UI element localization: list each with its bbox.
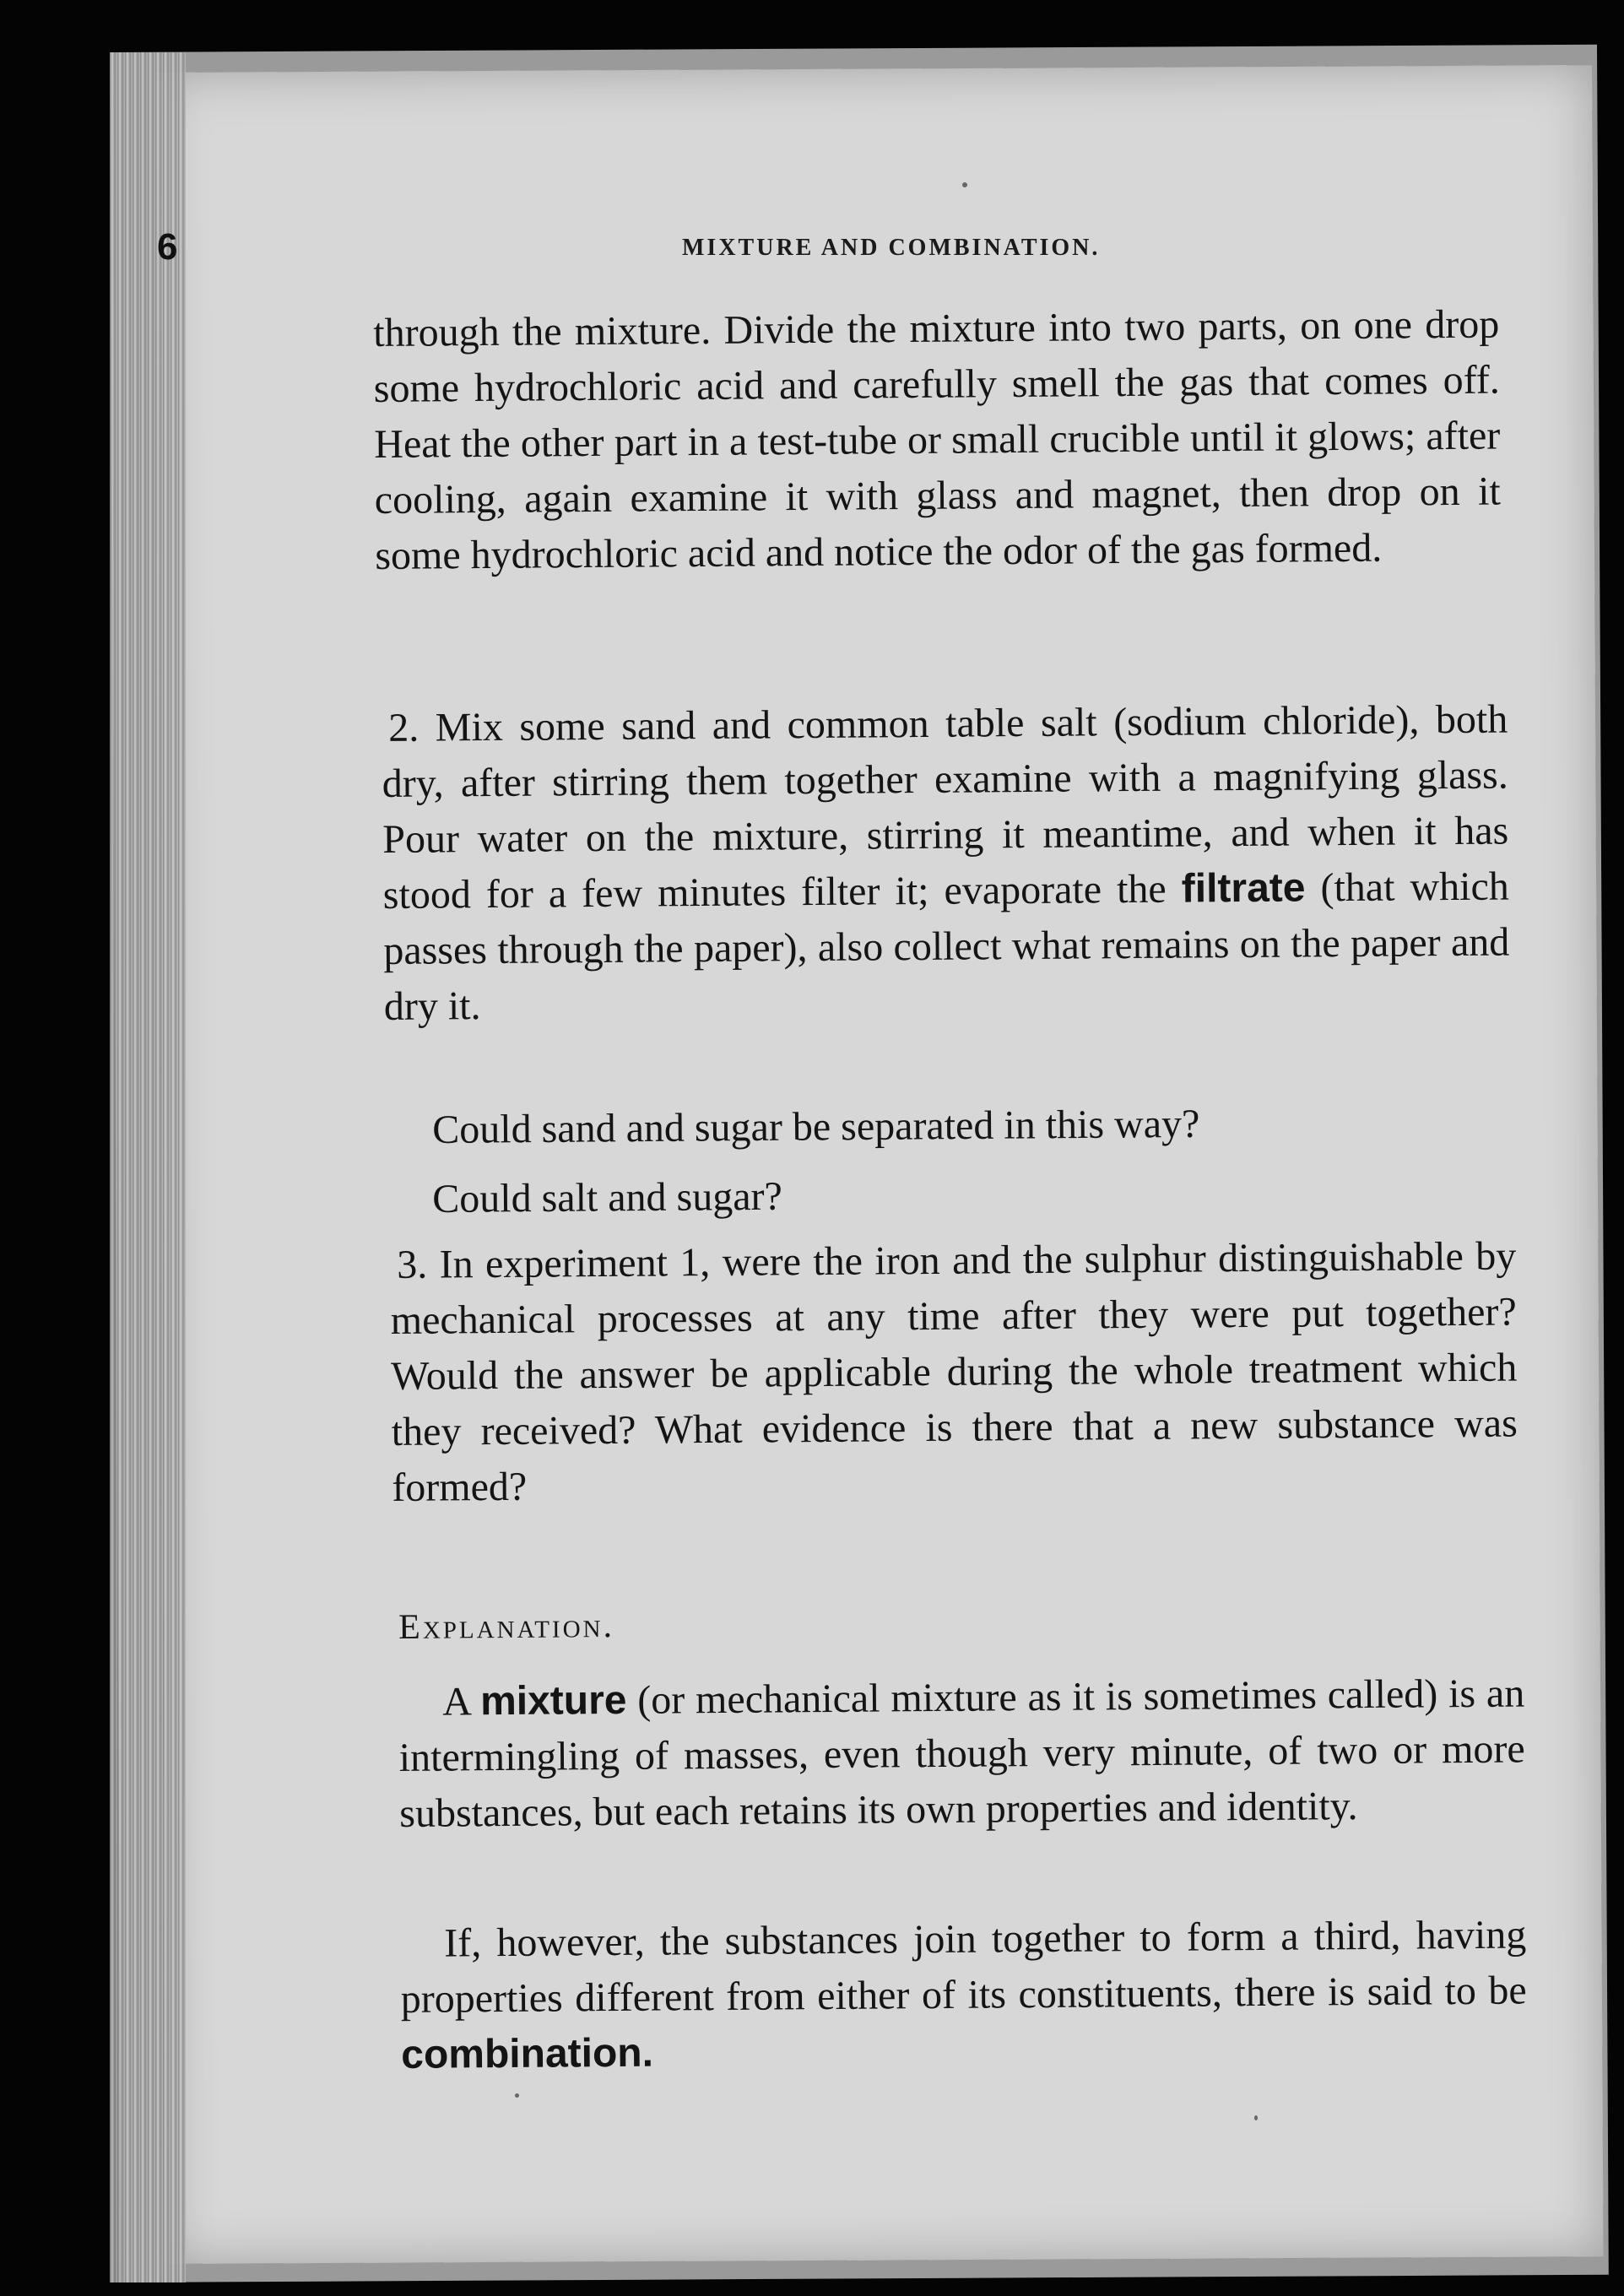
question-salt-sugar: Could salt and sugar? bbox=[432, 1173, 783, 1221]
experiment-2-text: 2. Mix some sand and common table salt (sodium chloride), both dry, after stirring them together examine with a magnifying glass. Pour water on the mixture, stirring it meantime, and when it has stood for a few minutes filter it; evaporate the bbox=[382, 696, 1509, 918]
paper-speck bbox=[1254, 2115, 1258, 2120]
paper-speck bbox=[515, 2093, 519, 2098]
page-number: 6 bbox=[157, 226, 178, 268]
paragraph-continued: through the mixture. Divide the mixture into two parts, on one drop some hydrochloric acid and carefully smell the gas that comes off. Heat the other part in a test-tube or small crucible until it glows; after cooling, again examine it with glass and magnet, then drop on it some hydrochloric acid and notice the odor of the gas formed. bbox=[373, 301, 1501, 578]
term-filtrate: filtrate bbox=[1181, 865, 1306, 912]
paragraph-combination-definition bbox=[400, 1908, 1528, 2083]
explanation-heading: Explanation. bbox=[398, 1606, 615, 1647]
term-combination: combination. bbox=[401, 2030, 654, 2077]
mixture-text-cont: (or mechanical mixture as it is sometimes called) is an intermingling of masses, even though very minute, of two or more substances, but each retains its own properties and identity. bbox=[398, 1671, 1525, 1836]
term-mixture: mixture bbox=[479, 1677, 627, 1725]
mixture-text: A bbox=[442, 1679, 481, 1725]
combination-text: If, however, the substances join together to form a third, having properties different from either of its constituents, there is said to be bbox=[400, 1912, 1527, 2022]
paragraph-experiment-2 bbox=[382, 692, 1510, 1035]
paragraph-mixture-definition bbox=[398, 1666, 1526, 1842]
experiment-2-text-cont: (that which passes through the paper), also collect what remains on the paper and dry it. bbox=[383, 864, 1510, 1029]
page-edges bbox=[110, 52, 186, 2282]
paper-speck bbox=[962, 182, 967, 187]
question-sand-sugar: Could sand and sugar be separated in this way? bbox=[432, 1101, 1200, 1152]
running-head: MIXTURE AND COMBINATION. bbox=[682, 235, 1101, 261]
paragraph-experiment-3: 3. In experiment 1, were the iron and the sulphur distinguishable by mechanical processes at any time after they were put together? Would the answer be applicable during the whole treatment which they received? What evidence is there that a new substance was formed? bbox=[390, 1233, 1518, 1510]
